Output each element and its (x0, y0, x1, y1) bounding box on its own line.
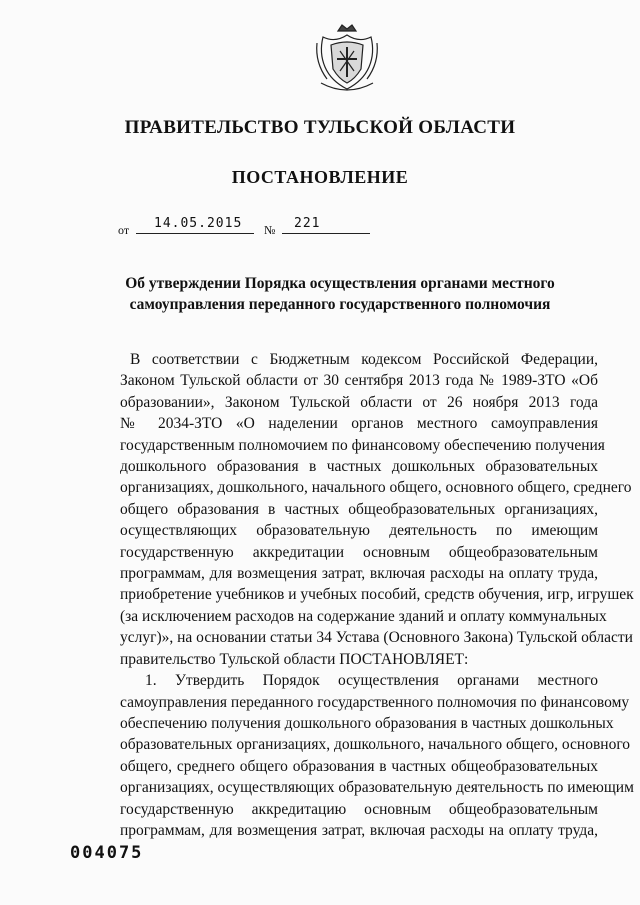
number-label: № (264, 223, 276, 237)
body-line: государственную аккредитацию основным общеобразовательным (120, 800, 598, 818)
body-line: программам, для возмещения затрат, включая расходы на оплату труда, (120, 821, 598, 839)
body-line: программам, для возмещения затрат, включая расходы на оплату труда, (120, 565, 598, 583)
subject-line: Об утверждении Порядка осуществления органами местного (125, 275, 555, 292)
document-subject (100, 273, 580, 315)
body-line: В соответствии с Бюджетным кодексом Российской Федерации, (130, 351, 598, 368)
body-line: 1. Утвердить Порядок осуществления органами местного (145, 672, 598, 690)
document-type: ПОСТАНОВЛЕНИЕ (231, 167, 409, 187)
serial-number: 004075 (70, 843, 144, 863)
date-underline (136, 233, 254, 234)
body-line: № 2034-ЗТО «О наделении органов местного самоуправления (120, 415, 598, 433)
document-date: 14.05.2015 (154, 216, 243, 231)
number-underline (282, 233, 370, 234)
body-line: (за исключением расходов на содержание зданий и оплату коммунальных (120, 607, 607, 625)
coat-of-arms-icon (313, 23, 381, 95)
body-line: Законом Тульской области от 30 сентября 2013 года № 1989-ЗТО «Об (120, 372, 598, 390)
body-line: образовательных организациях, дошкольного, начального общего, основного (120, 736, 631, 754)
body-line: дошкольного образования в частных дошкольных образовательных (120, 458, 598, 476)
body-line: осуществляющих образовательную деятельность по имеющим (120, 522, 598, 540)
body-line: организациях, дошкольного, начального общего, основного общего, среднего (120, 479, 632, 497)
body-line: организациях, осуществляющих образовательную деятельность по имеющим (120, 779, 634, 797)
body-line: обеспечению получения дошкольного образования в частных дошкольных (120, 714, 614, 732)
body-line: государственную аккредитации основным общеобразовательным (120, 543, 598, 561)
body-line: правительство Тульской области ПОСТАНОВЛЯЕТ: (120, 650, 469, 668)
body-line: общего, среднего общего образования в частных общеобразовательных (120, 757, 598, 775)
body-line: приобретение учебников и учебных пособий, средств обучения, игр, игрушек (120, 586, 634, 604)
body-line: услуг)», на основании статьи 34 Устава (Основного Закона) Тульской области (120, 629, 633, 647)
date-label: от (118, 223, 130, 237)
document-number: 221 (294, 216, 321, 231)
subject-line: самоуправления переданного государственного полномочия (129, 296, 551, 313)
body-line: самоуправления переданного государственного полномочия по финансовому (120, 693, 630, 711)
document-body (120, 349, 634, 841)
body-line: общего образования в частных общеобразовательных организациях, (120, 500, 598, 518)
body-line: государственным полномочием по финансовому обеспечению получения (120, 436, 605, 454)
organization-title: ПРАВИТЕЛЬСТВО ТУЛЬСКОЙ ОБЛАСТИ (124, 117, 516, 138)
body-line: образовании», Законом Тульской области от 26 ноября 2013 года (120, 393, 598, 411)
